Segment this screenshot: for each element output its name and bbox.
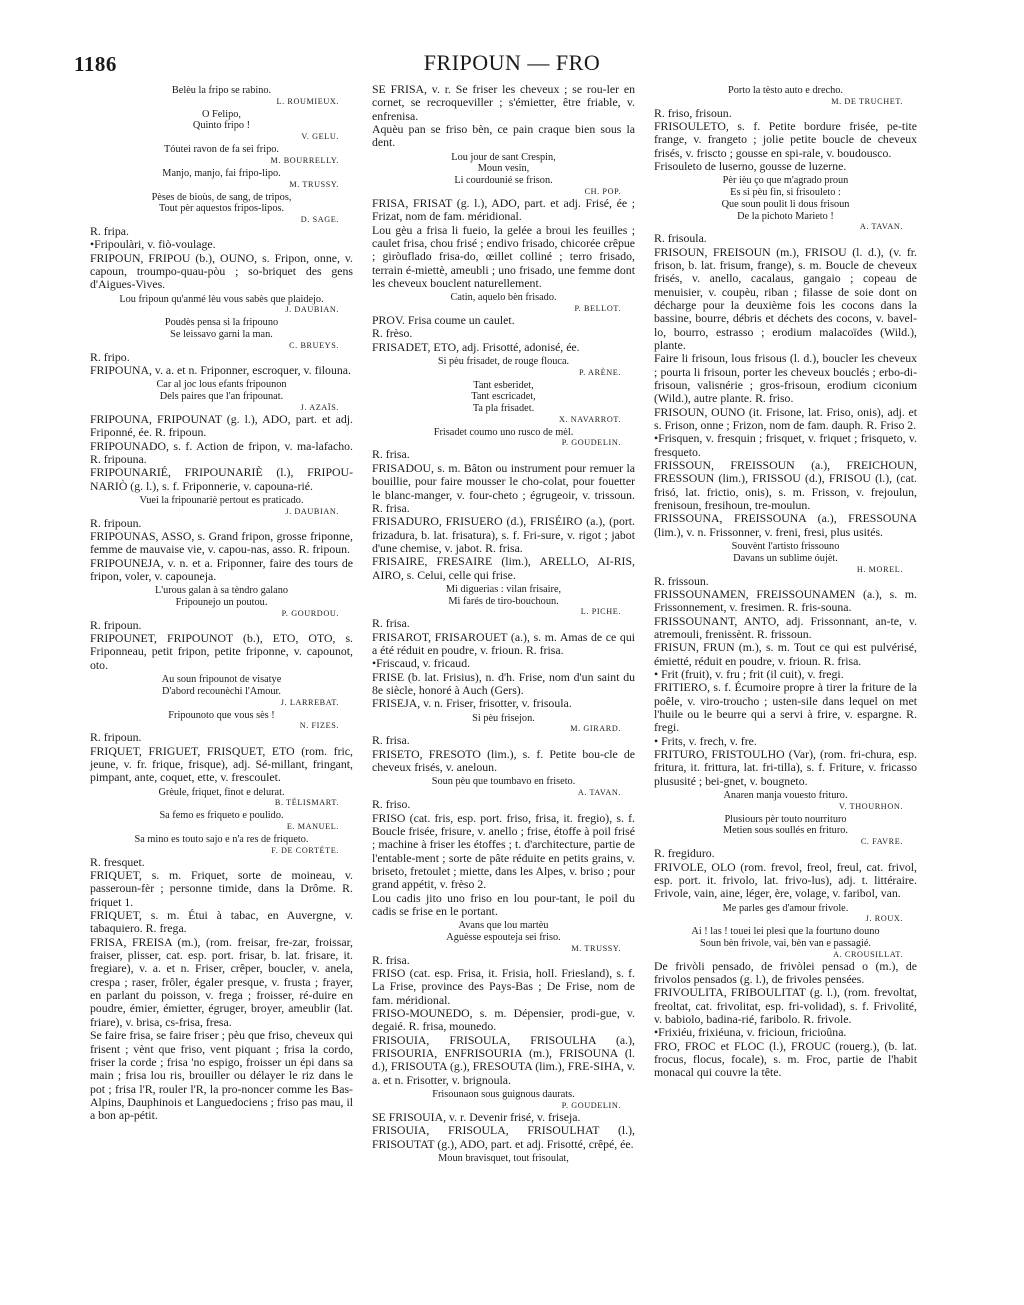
- dictionary-entry: FRIPOUNA, FRIPOUNAT (g. l.), ADO, part. et adj. Friponné, ée. R. fripoun.: [90, 411, 353, 440]
- dictionary-entry: R. frisa.: [372, 616, 410, 631]
- citation-author: CH. POP.: [584, 186, 621, 196]
- citation-author: C. BRUEYS.: [289, 340, 339, 350]
- column-left: [90, 83, 353, 1123]
- dictionary-entry: R. frisa.: [372, 733, 410, 748]
- citation-author: A. TAVAN.: [577, 788, 621, 798]
- page-number: 1186: [74, 52, 117, 76]
- citation-line: Fripounejo un poutou.: [175, 597, 268, 609]
- citation-line: Que soun poulit li dous frisoun: [721, 198, 850, 210]
- citation-line: Li courdounié se frison.: [454, 175, 553, 187]
- citation-line: Dels paires que l'an fripounat.: [159, 391, 284, 403]
- citation-author: D. SAGE.: [300, 214, 339, 224]
- citation-line: Es si pèu fin, si frisouleto :: [730, 187, 841, 199]
- dictionary-entry: FRISSOUNANT, ANTO, adj. Frissonnant, an-te, v. atremouli, frenissènt. R. frissoun.: [654, 613, 917, 641]
- dictionary-entry: FRISOUN, FREISOUN (m.), FRISOU (l. d.), (v. fr. frison, b. lat. frisum, frange), s. m. Boucle de cheveux frisés, v. anello, cacalaus, gangaio ; copeau de menuisier, v. coupèu, riban ; filasse de soie dont on décharge pour la deuxième fois les cocons dans la bassine, bourre, débris et déchets des cocons, v. bavel-lo, bourro, estrasso ; erodium malacoïdes (Wild.), plante.: [654, 244, 917, 352]
- citation-line: Manjo, manjo, fai fripo-lipo.: [162, 167, 281, 179]
- citation-author: P. GOUDELIN.: [561, 438, 621, 448]
- dictionary-entry: Se faire frisa, se faire friser ; pèu que friso, cheveux qui frisent ; vènt que friso, vent piquant ; frisa la cordo, friser la corde ; frisa 'no espigo, froisser un épi dans sa main ; frisa lou ris, brouiller ou délayer le riz dans le pot ; frisa l'R, rouler l'R, la pro-noncer comme les Bas-Alpins, Dauphinois et Languedociens ; friso pas mau, il a bon ap-pétit.: [90, 1028, 353, 1123]
- dictionary-entry: FRIPOUNEJA, v. n. et a. Friponner, faire des tours de fripon, voler, v. capouneja.: [90, 555, 353, 583]
- dictionary-entry: FRIPOUN, FRIPOU (b.), OUNO, s. Fripon, onne, v. capoun, troumpo-quau-pòu ; so-briquet des gens d'Aigues-Vives.: [90, 250, 353, 292]
- citation-line: Se leissavo garni la man.: [170, 329, 273, 341]
- citation-line: Poudès pensa si la fripouno: [164, 317, 279, 329]
- dictionary-entry: • Frits, v. frech, v. fre.: [654, 733, 757, 748]
- dictionary-entry: FRIPOUNAS, ASSO, s. Grand fripon, grosse friponne, femme de mauvaise vie, v. capou-nas, asso. R. fripoun.: [90, 528, 353, 557]
- dictionary-entry: R. fripoun.: [90, 617, 142, 632]
- citation-line: Anaren manja vouesto frituro.: [723, 790, 848, 802]
- dictionary-entry: FRIPOUNA, v. a. et n. Friponner, escroquer, v. filouna.: [90, 363, 351, 378]
- citation-author: J. ROUX.: [865, 914, 903, 924]
- dictionary-entry: FRISE (b. lat. Frisius), n. d'h. Frise, nom d'un saint du 8e siècle, honoré à Auch (Gers).: [372, 669, 635, 698]
- citation-author: L. ROUMIEUX.: [276, 96, 339, 106]
- citation-author: E. MANUEL.: [286, 822, 339, 831]
- citation-author: M. BOURRELLY.: [270, 155, 339, 165]
- citation-line: Moun vesin,: [477, 163, 530, 175]
- column-right: [654, 83, 917, 1080]
- citation-author: V. GELU.: [301, 132, 339, 142]
- citation-line: Davans un sublime óujèt.: [733, 552, 838, 564]
- citation-line: Quinto fripo !: [192, 120, 251, 132]
- dictionary-entry: R. frisa.: [372, 952, 410, 967]
- citation-line: Souvènt l'artisto frissouno: [731, 541, 840, 553]
- citation-line: Me parles ges d'amour frivole.: [722, 902, 849, 914]
- dictionary-entry: R. frissoun.: [654, 573, 709, 588]
- citation-line: Ai ! las ! touei lei plesi que la fourtuno douno: [691, 926, 880, 938]
- dictionary-entry: R. friso, frisoun.: [654, 105, 732, 120]
- dictionary-entry: FRISSOUN, FREISSOUN (a.), FREICHOUN, FRESSOUN (lim.), FRISSOU (d.), FRISOU (l.), (cat. frisó, lat. frictio, onis), s. m. Frisson, v. frejoulun, frenisoun, fresihoun, tre-moulun.: [654, 458, 917, 513]
- dictionary-entry: FRIVOLE, OLO (rom. frevol, freol, freul, cat. frivol, esp. port. it. frivolo, lat. frivo-lus), adj. t. littéraire. Frivole, vain, aine, léger, ère, volage, v. faribol, van.: [654, 859, 917, 901]
- dictionary-entry: FRITIERO, s. f. Écumoire propre à tirer la friture de la poêle, v. viro-troucho ; usten-sile dans lequel on met l'huile ou le beurre qui a servi à frire, v. espargne. R. fregi.: [654, 680, 917, 735]
- dictionary-entry: •Fripoulàri, v. fiò-voulage.: [90, 237, 216, 252]
- citation-line: Plusiours pèr touto nourrituro: [724, 813, 847, 825]
- column-middle: [372, 83, 635, 1165]
- dictionary-entry: FRIPOUNET, FRIPOUNOT (b.), ETO, OTO, s. Friponneau, petit fripon, petite friponne, v. capounot, oto.: [90, 631, 353, 672]
- citation-line: Tóutei ravon de fa sei fripo.: [164, 144, 279, 156]
- dictionary-entry: R. fregiduro.: [654, 846, 715, 861]
- dictionary-entry: Faire li frisoun, lous frisous (l. d.), boucler les cheveux ; pourta li frisoun, porter les cheveux bouclés ; erbo-di-frisoun, valisnérie ; gros-frisoun, erodium ciconium (Wild.), autre plante. R. friso.: [654, 351, 917, 406]
- dictionary-entry: R. frèso.: [372, 326, 413, 341]
- citation-line: D'abord recounèchi l'Amour.: [162, 685, 281, 697]
- citation-line: Grèule, friquet, finot e delurat.: [158, 786, 285, 798]
- dictionary-entry: FRO, FROC et FLOC (l.), FROUC (rouerg.), (b. lat. frocus, flocus, focale), s. m. Froc, partie de l'habit monacal qui couvre la tête.: [654, 1038, 917, 1080]
- citation-line: Soun bèn frivole, vai, bèn van e passagié.: [700, 937, 871, 949]
- dictionary-entry: R. fripoun.: [90, 730, 142, 745]
- citation-line: De la pichoto Marieto !: [737, 210, 834, 222]
- dictionary-entry: R. fripo.: [90, 349, 130, 364]
- dictionary-entry: •Frisquen, v. fresquin ; frisquet, v. friquet ; frisqueto, v. fresqueto.: [654, 431, 917, 459]
- dictionary-entry: SE FRISOUIA, v. r. Devenir frisé, v. friseja.: [372, 1109, 581, 1124]
- dictionary-entry: R. frisoula.: [654, 231, 707, 246]
- dictionary-entry: FRISUN, FRUN (m.), s. m. Tout ce qui est pulvérisé, émietté, réduit en poudre, v. frioun. R. frisa.: [654, 640, 917, 668]
- citation-line: Tant esberidet,: [473, 379, 534, 391]
- dictionary-entry: FRIPOUNARIÉ, FRIPOUNARIÈ (l.), FRIPOU-NARIÒ (g. l.), s. f. Friponnerie, v. capouna-rié.: [90, 465, 353, 493]
- dictionary-entry: De frivòli pensado, de frivòlei pensad o (m.), de frivolos pensados (g. l.), de frivoles pensées.: [654, 958, 917, 986]
- citation-line: Tant escricadet,: [471, 391, 536, 403]
- dictionary-entry: FRIPOUNADO, s. f. Action de fripon, v. ma-lafacho. R. fripouna.: [90, 438, 353, 466]
- citation-line: L'urous galan à sa tèndro galano: [154, 585, 289, 597]
- citation-author: M. DE TRUCHET.: [831, 96, 903, 106]
- citation-line: Porto la tèsto auto e drecho.: [728, 85, 843, 96]
- citation-author: V. THOURHON.: [839, 801, 903, 811]
- citation-author: H. MOREL.: [856, 564, 903, 574]
- citation-author: B. TÉLISMART.: [274, 798, 339, 808]
- citation-author: J. DAUBIAN.: [285, 305, 339, 315]
- citation-line: Aguèsse espouteja sei friso.: [446, 931, 561, 943]
- dictionary-entry: FRISO (cat. fris, esp. port. friso, frisa, it. fregio), s. f. Boucle frisée, frisure, v. anello ; frise, étoffe à poil frisé ; machine à friser les étoffes ; t. d'architecture, partie de l'entable-ment ; sorte de pâte réduite en petits grains, v. briseto, fretoulet ; miette, dans les Alpes, v. briso ; pour grand appétit, v. frèso 2.: [372, 810, 635, 892]
- dictionary-entry: FRISO-MOUNEDO, s. m. Dépensier, prodi-gue, v. degaié. R. frisa, mounedo.: [372, 1006, 635, 1034]
- citation-line: Avans que lou martèu: [458, 920, 549, 932]
- dictionary-entry: FRIQUET, s. m. Friquet, sorte de moineau, v. passeroun-fèr ; personne timide, dans la Drôme. R. friquet 1.: [90, 868, 353, 909]
- dictionary-entry: SE FRISA, v. r. Se friser les cheveux ; se rou-ler en cornet, se recroqueviller ; s'émietter, être friable, v. enfrenisa.: [372, 82, 635, 123]
- dictionary-entry: FRISOUIA, FRISOULA, FRISOULHA (a.), FRISOURIA, ENFRISOURIA (m.), FRISOUNA (l. d.), FRISOUTA (g.), FRESOUTA (lim.), FRE-SIHA, v. a. et n. Frisotter, v. brignoula.: [372, 1032, 635, 1087]
- dictionary-entry: R. fripa.: [90, 223, 129, 238]
- citation-line: Metien sous soullés en frituro.: [723, 825, 848, 837]
- dictionary-entry: FRISO (cat. esp. Frisa, it. Frisia, holl. Friesland), s. f. La Frise, province des Pays-Bas ; De Frise, nom de fam. méridional.: [372, 966, 635, 1007]
- dictionary-entry: FRISADET, ETO, adj. Frisotté, adonisé, ée.: [372, 339, 580, 354]
- dictionary-entry: FRIQUET, s. m. Étui à tabac, en Auvergne, v. tabaquiero. R. frega.: [90, 908, 353, 936]
- dictionary-entry: Lou cadis jito uno friso en lou pour-tant, le poil du cadis se frise en le portant.: [372, 890, 635, 918]
- dictionary-entry: • Frit (fruit), v. fru ; frit (il cuit), v. fregi.: [654, 666, 844, 681]
- citation-author: P. GOURDOU.: [281, 608, 339, 618]
- citation-author: J. LARREBAT.: [280, 697, 339, 707]
- citation-line: Fripounoto que vous sès !: [168, 709, 275, 721]
- citation-author: L. PICHE.: [580, 607, 621, 617]
- citation-line: Pèses de bioùs, de sang, de tripos,: [151, 191, 292, 203]
- citation-line: O Felipo,: [202, 108, 241, 120]
- citation-line: Frisadet coumo uno rusco de mèl.: [433, 426, 574, 438]
- dictionary-entry: R. fripoun.: [90, 515, 142, 530]
- running-title: FRIPOUN — FRO: [423, 50, 601, 75]
- citation-line: Car al joc lous efants fripounon: [156, 379, 287, 391]
- citation-author: M. GIRARD.: [570, 724, 621, 734]
- dictionary-entry: FRISAIRE, FRESAIRE (lim.), ARELLO, AI-RIS, AIRO, s. Celui, celle qui frise.: [372, 554, 635, 582]
- citation-line: Catin, aquelo bèn frisado.: [450, 292, 557, 304]
- citation-line: Au soun fripounot de visatye: [161, 674, 282, 686]
- citation-author: M. TRUSSY.: [289, 179, 339, 189]
- dictionary-entry: FRISSOUNAMEN, FREISSOUNAMEN (a.), s. m. Frissonnement, v. fresimen. R. fris-souna.: [654, 586, 917, 615]
- dictionary-entry: FRIVOULITA, FRIBOULITAT (g. l.), (rom. frevoltat, freoltat, cat. frivolitat, esp. fri-volidad), s. f. Frivolité, v. babiolo, badina-rié, faribolo. R. frivole.: [654, 985, 917, 1027]
- citation-line: Sa mino es touto sajo e n'a res de friqueto.: [134, 834, 309, 845]
- dictionary-entry: FRITURO, FRISTOULHO (Var), (rom. fri-chura, esp. fritura, it. frittura, lat. fri-tilla), s. f. Friture, v. fricasso plususité ; bei-gnet, v. bougneto.: [654, 747, 917, 788]
- dictionary-entry: FRISAROT, FRISAROUET (a.), s. m. Amas de ce qui a été réduit en poudre, v. frioun. R. frisa.: [372, 629, 635, 658]
- citation-line: Lou fripoun qu'anmé lèu vous sabès que plaidejo.: [119, 293, 324, 305]
- dictionary-entry: FRISETO, FRESOTO (lim.), s. f. Petite bou-cle de cheveux frisés, v. aneloun.: [372, 746, 635, 775]
- citation-line: Moun bravisquet, tout frisoulat,: [438, 1152, 569, 1164]
- citation-line: Tout pèr aquestos fripos-lipos.: [158, 203, 285, 215]
- citation-author: C. FAVRE.: [860, 837, 903, 847]
- citation-author: X. NAVARROT.: [558, 414, 621, 424]
- citation-author: J. DAUBIAN.: [285, 506, 339, 516]
- dictionary-entry: FRISOUIA, FRISOULA, FRISOULHAT (l.), FRISOUTAT (g.), ADO, part. et adj. Frisotté, crêpé, ée.: [372, 1123, 635, 1151]
- dictionary-entry: Lou gèu a frisa li fueio, la gelée a broui les feuilles ; caulet frisa, chou frisé ; endivo frisado, chicorée crêpue ; giròuflado frisa-do, œillet colliné ; terro frisado, terrain é-miettè, ameubli ; uno frisado, une femme dont les cheveux bouclent naturellement.: [372, 222, 635, 290]
- dictionary-entry: FRISEJA, v. n. Friser, frisotter, v. frisoula.: [372, 696, 572, 711]
- citation-line: Si pèu frisejon.: [472, 712, 535, 724]
- citation-line: Sa femo es friqueto e poulido.: [159, 810, 284, 822]
- dictionary-entry: R. friso.: [372, 797, 411, 812]
- citation-author: N. FIZES.: [299, 721, 339, 731]
- citation-author: J. AZAÏS.: [300, 402, 339, 412]
- dictionary-entry: FRISSOUNA, FREISSOUNA (a.), FRESSOUNA (lim.), v. n. Frissonner, v. freni, fresi, plus usités.: [654, 511, 917, 539]
- citation-line: Belèu la fripo se rabino.: [171, 85, 272, 96]
- dictionary-entry: Aquèu pan se friso bèn, ce pain craque bien sous la dent.: [372, 122, 635, 150]
- citation-author: A. CROUSILLAT.: [833, 949, 903, 959]
- dictionary-entry: FRISADURO, FRISUERO (d.), FRISÉIRO (a.), (port. frizadura, b. lat. frisatura), s. f. Fri-sure, v. rigot ; jabot d'une chemise, v. jabot. R. frisa.: [372, 514, 635, 555]
- citation-line: Soun pèu que toumbavo en friseto.: [431, 776, 576, 788]
- citation-author: F. DE CORTÈTE.: [271, 845, 339, 855]
- dictionary-entry: FRISOUN, OUNO (it. Frisone, lat. Friso, onis), adj. et s. Frison, onne ; Frizon, nom de fam. dauph. R. Friso 2.: [654, 404, 917, 433]
- dictionary-entry: FRISA, FRISAT (g. l.), ADO, part. et adj. Frisé, ée ; Frizat, nom de fam. méridional.: [372, 195, 635, 224]
- dictionary-entry: R. frisa.: [372, 447, 410, 462]
- dictionary-entry: FRISADOU, s. m. Bâton ou instrument pour remuer la bouillie, pour faire mousser le cho-colat, pour fouetter le blanc-manger, v. four-cheto ; égrugeoir, v. trissoun. R. frisa.: [372, 460, 635, 515]
- dictionary-entry: R. fresquet.: [90, 854, 145, 869]
- citation-author: P. ARÈNE.: [578, 367, 621, 377]
- citation-line: Ta pla frisadet.: [472, 403, 535, 415]
- dictionary-entry: •Frixiéu, frixiéuna, v. fricioun, fricioûna.: [654, 1025, 847, 1040]
- citation-line: Si pèu frisadet, de rouge flouca.: [437, 355, 570, 367]
- citation-line: Mi farés de tiro-bouchoun.: [448, 595, 559, 607]
- citation-author: M. TRUSSY.: [571, 943, 621, 953]
- citation-line: Mi diguerias : vilan frisaire,: [445, 583, 562, 595]
- citation-line: Pèr ièu ço que m'agrado proun: [722, 175, 849, 187]
- dictionary-entry: FRISA, FREISA (m.), (rom. freisar, fre-zar, froissar, fraiser, plisser, cat. esp. port. frisar, b. lat. frisare, it. fregiare), v. a. et n. Friser, crêper, boucler, v. anela, crespa ; raser, frôler, égaler presque, v. frusta ; frayer, en parlant du poisson, v. frega ; froisser, ré-duire en poudre, émier, émietter, égruger, broyer, ameublir (lat. friare), v. brisa, cs-frisa, fresa.: [90, 934, 353, 1029]
- dictionary-entry: FRIQUET, FRIGUET, FRISQUET, ETO (rom. fric, jeune, v. fr. frique, frisque), adj. Sé-millant, fringant, pimpant, ante, coquet, ette, v. frescoulet.: [90, 743, 353, 785]
- citation-author: P. GOUDELIN.: [561, 1100, 621, 1110]
- citation-line: Lou jour de sant Crespin,: [451, 151, 556, 163]
- citation-line: Frisounaon sous guignous daurats.: [432, 1089, 575, 1101]
- dictionary-entry: •Friscaud, v. fricaud.: [372, 656, 471, 671]
- citation-line: Vuei la fripounariè pertout es praticado.: [139, 494, 304, 506]
- dictionary-entry: FRISOULETO, s. f. Petite bordure frisée, pe-tite frange, v. frangeto ; jolie petite boucle de cheveux frisés, v. friscto ; gousse en spi-rale, v. boudousco.: [654, 119, 917, 160]
- citation-author: P. BELLOT.: [574, 303, 621, 313]
- dictionary-entry: Frisouleto de luserno, gousse de luzerne.: [654, 159, 847, 174]
- citation-author: A. TAVAN.: [859, 222, 903, 232]
- dictionary-entry: PROV. Frisa coume un caulet.: [372, 312, 515, 327]
